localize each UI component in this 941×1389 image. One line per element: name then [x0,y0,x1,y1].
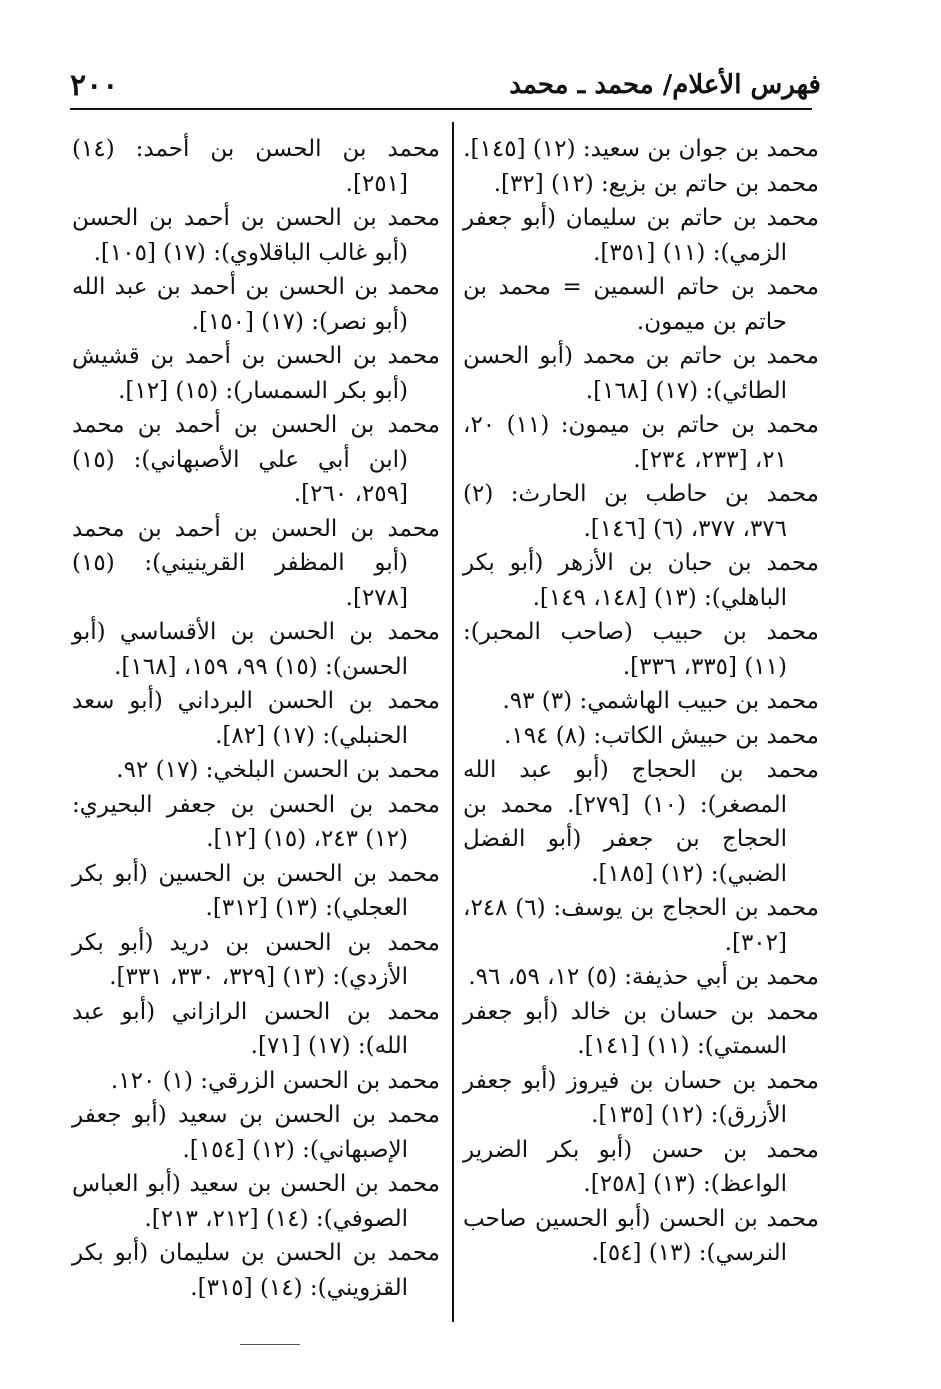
index-entry: محمد بن حاتم بن ميمون: (١١) ٢٠، ٢١، [٢٣٣، ٢٣٤]. [463,412,819,473]
index-entry: محمد بن الحجاج بن يوسف: (٦) ٢٤٨، [٣٠٢]. [463,895,819,956]
index-entry: محمد بن حبيب (صاحب المحبر): (١١) [٣٣٥، ٣٣٦]. [463,619,819,680]
index-entry: محمد بن حسان بن خالد (أبو جعفر السمتي): (١١) [١٤١]. [463,998,819,1059]
index-entry: محمد بن الحسن (أبو الحسين صاحب النرسي): (١٣) [٥٤]. [463,1205,819,1266]
footer-rule [240,1344,300,1345]
index-entry: محمد بن حاتم بن سليمان (أبو جعفر الزمي): (١١) [٣٥١]. [463,205,819,266]
column-divider [452,122,454,1322]
index-entry: محمد بن أبي حذيفة: (٥) ١٢، ٥٩، ٩٦. [468,964,819,990]
index-entry: محمد بن جوان بن سعيد: (١٢) [١٤٥]. [463,136,819,162]
index-entry: محمد بن الحسن بن أحمد بن عبد الله (أبو نصر): (١٧) [١٥٠]. [72,274,440,335]
index-entry: محمد بن الحسن بن دريد (أبو بكر الأزدي): (١٣) [٣٢٩، ٣٣٠، ٣٣١]. [72,929,440,990]
index-entry: محمد بن حاتم السمين = محمد بن حاتم بن ميمون. [463,274,819,335]
header-rule [70,108,812,110]
index-entry: محمد بن الحجاج (أبو عبد الله المصغر): (١٠) [٢٧٩]. محمد بن الحجاج بن جعفر (أبو الفضل الضبي): (١٢) [١٨٥]. [463,757,819,887]
index-entry: محمد بن حاطب بن الحارث: (٢) ٣٧٦، ٣٧٧، (٦) [١٤٦]. [463,481,819,542]
index-entry: محمد بن حسن (أبو بكر الضرير الواعظ): (١٣) [٢٥٨]. [463,1136,819,1197]
index-entry: محمد بن حبيب الهاشمي: (٣) ٩٣. [502,688,819,714]
index-entry: محمد بن الحسن بن سعيد (أبو العباس الصوفي): (١٤) [٢١٢، ٢١٣]. [72,1171,440,1232]
index-entry: محمد بن الحسن بن سليمان (أبو بكر القزويني): (١٤) [٣١٥]. [72,1240,440,1301]
index-entry: محمد بن الحسن بن أحمد بن الحسن (أبو غالب الباقلاوي): (١٧) [١٠٥]. [72,205,440,266]
index-entry: محمد بن الحسن بن الأقساسي (أبو الحسن): (١٥) ٩٩، ١٥٩، [١٦٨]. [72,619,440,680]
page-header [70,62,821,108]
index-entry: محمد بن الحسن البلخي: (١٧) ٩٢. [116,757,440,783]
index-entry: محمد بن الحسن بن سعيد (أبو جعفر الإصبهاني): (١٢) [١٥٤]. [72,1102,440,1163]
index-entry: محمد بن حبان بن الأزهر (أبو بكر الباهلي): (١٣) [١٤٨، ١٤٩]. [463,550,819,611]
index-entry: محمد بن الحسن بن أحمد بن محمد (ابن أبي علي الأصبهاني): (١٥) [٢٥٩، ٢٦٠]. [72,412,440,507]
index-entry: محمد بن حبيش الكاتب: (٨) ١٩٤. [504,722,819,749]
index-column-left [72,132,440,1305]
index-entry: محمد بن الحسن البرداني (أبو سعد الحنبلي): (١٧) [٨٢]. [72,688,440,749]
index-entry: محمد بن الحسن بن جعفر البحيري: (١٢) ٢٤٣، (١٥) [١٢]. [72,791,440,852]
index-entry: محمد بن حاتم بن محمد (أبو الحسن الطائي): (١٧) [١٦٨]. [463,343,819,404]
index-entry: محمد بن الحسن الرازاني (أبو عبد الله): (١٧) [٧١]. [72,998,440,1059]
index-entry: محمد بن الحسن بن أحمد بن محمد (أبو المظفر القرينيني): (١٥) [٢٧٨]. [72,515,440,611]
index-entry: محمد بن الحسن بن أحمد: (١٤) [٢٥١]. [72,136,440,197]
index-column-right [463,132,819,1271]
index-entry: محمد بن الحسن الزرقي: (١) ١٢٠. [110,1067,440,1094]
index-entry: محمد بن الحسن بن أحمد بن قشيش (أبو بكر السمسار): (١٥) [١٢]. [72,343,440,404]
index-entry: محمد بن حسان بن فيروز (أبو جعفر الأزرق): (١٢) [١٣٥]. [463,1067,819,1128]
running-title: فهرس الأعلام/ محمد ـ محمد [509,70,821,100]
page-number: ٢٠٠ [70,67,119,103]
index-entry: محمد بن حاتم بن بزيع: (١٢) [٣٢]. [493,170,819,197]
index-entry: محمد بن الحسن بن الحسين (أبو بكر العجلي): (١٣) [٣١٢]. [72,860,440,921]
